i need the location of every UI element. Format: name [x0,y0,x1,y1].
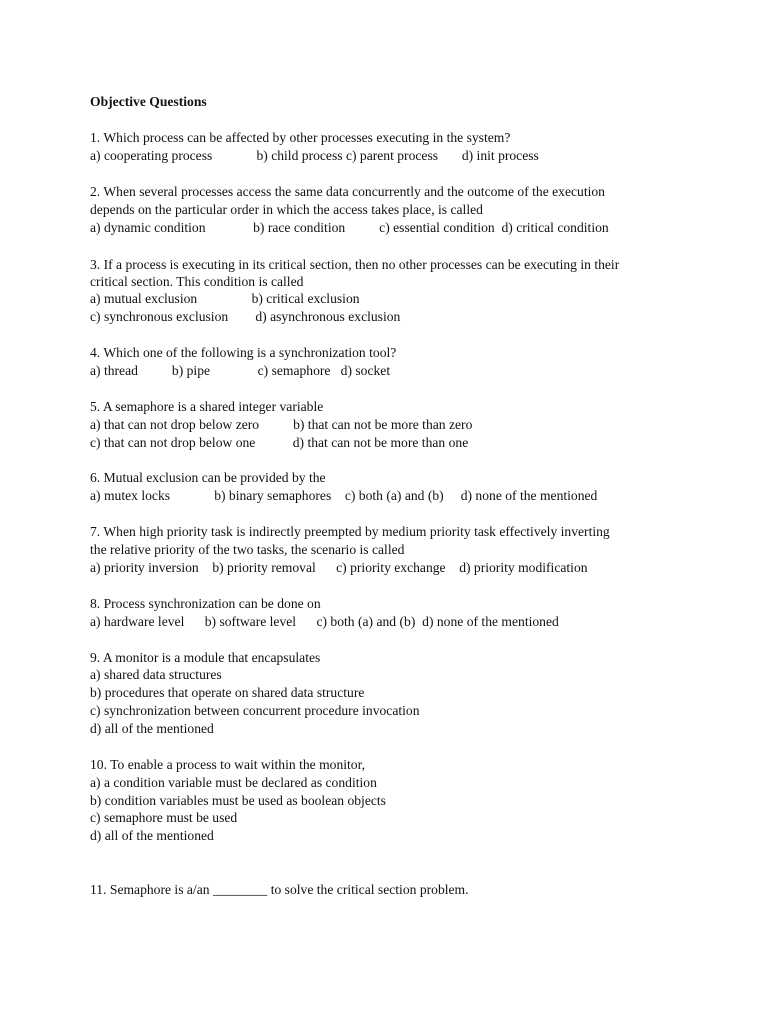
answer-options: a) shared data structures [90,667,222,682]
question-text: 4. Which one of the following is a synchronization tool? [90,345,397,360]
answer-options: a) mutex locks b) binary semaphores c) both (a) and (b) d) none of the mentioned [90,488,598,503]
answer-options: d) all of the mentioned [90,721,214,736]
answer-options: c) semaphore must be used [90,810,238,825]
question-text: 2. When several processes access the same data concurrently and the outcome of the execution [90,184,605,199]
question-text: 10. To enable a process to wait within the monitor, [90,757,365,772]
question-text: 11. Semaphore is a/an ________ to solve the critical section problem. [90,882,469,897]
answer-options: a) priority inversion b) priority removal c) priority exchange d) priority modification [90,560,588,575]
question-text: 5. A semaphore is a shared integer variable [90,399,324,414]
answer-options: c) synchronization between concurrent procedure invocation [90,703,420,718]
answer-options: b) condition variables must be used as boolean objects [90,793,386,808]
question-text: 9. A monitor is a module that encapsulates [90,650,321,665]
question-text: 6. Mutual exclusion can be provided by the [90,470,326,485]
question-text: 8. Process synchronization can be done on [90,596,321,611]
answer-options: c) that can not drop below one d) that can not be more than one [90,435,469,450]
question-text: 3. If a process is executing in its critical section, then no other processes can be executing in their [90,257,620,272]
answer-options: a) cooperating process b) child process c) parent process d) init process [90,148,539,163]
question-text: 1. Which process can be affected by other processes executing in the system? [90,130,511,145]
answer-options: a) hardware level b) software level c) both (a) and (b) d) none of the mentioned [90,614,559,629]
answer-options: a) a condition variable must be declared as condition [90,775,377,790]
answer-options: b) procedures that operate on shared data structure [90,685,365,700]
answer-options: c) synchronous exclusion d) asynchronous exclusion [90,309,401,324]
question-text: 7. When high priority task is indirectly preempted by medium priority task effectively inverting [90,524,610,539]
answer-options: a) mutual exclusion b) critical exclusion [90,291,360,306]
answer-options: a) that can not drop below zero b) that can not be more than zero [90,417,473,432]
answer-options: a) thread b) pipe c) semaphore d) socket [90,363,391,378]
answer-options: a) dynamic condition b) race condition c) essential condition d) critical condition [90,220,609,235]
question-text: the relative priority of the two tasks, the scenario is called [90,542,405,557]
question-text: depends on the particular order in which the access takes place, is called [90,202,483,217]
page-title: Objective Questions [90,94,207,109]
answer-options: d) all of the mentioned [90,828,214,843]
question-text: critical section. This condition is called [90,274,304,289]
